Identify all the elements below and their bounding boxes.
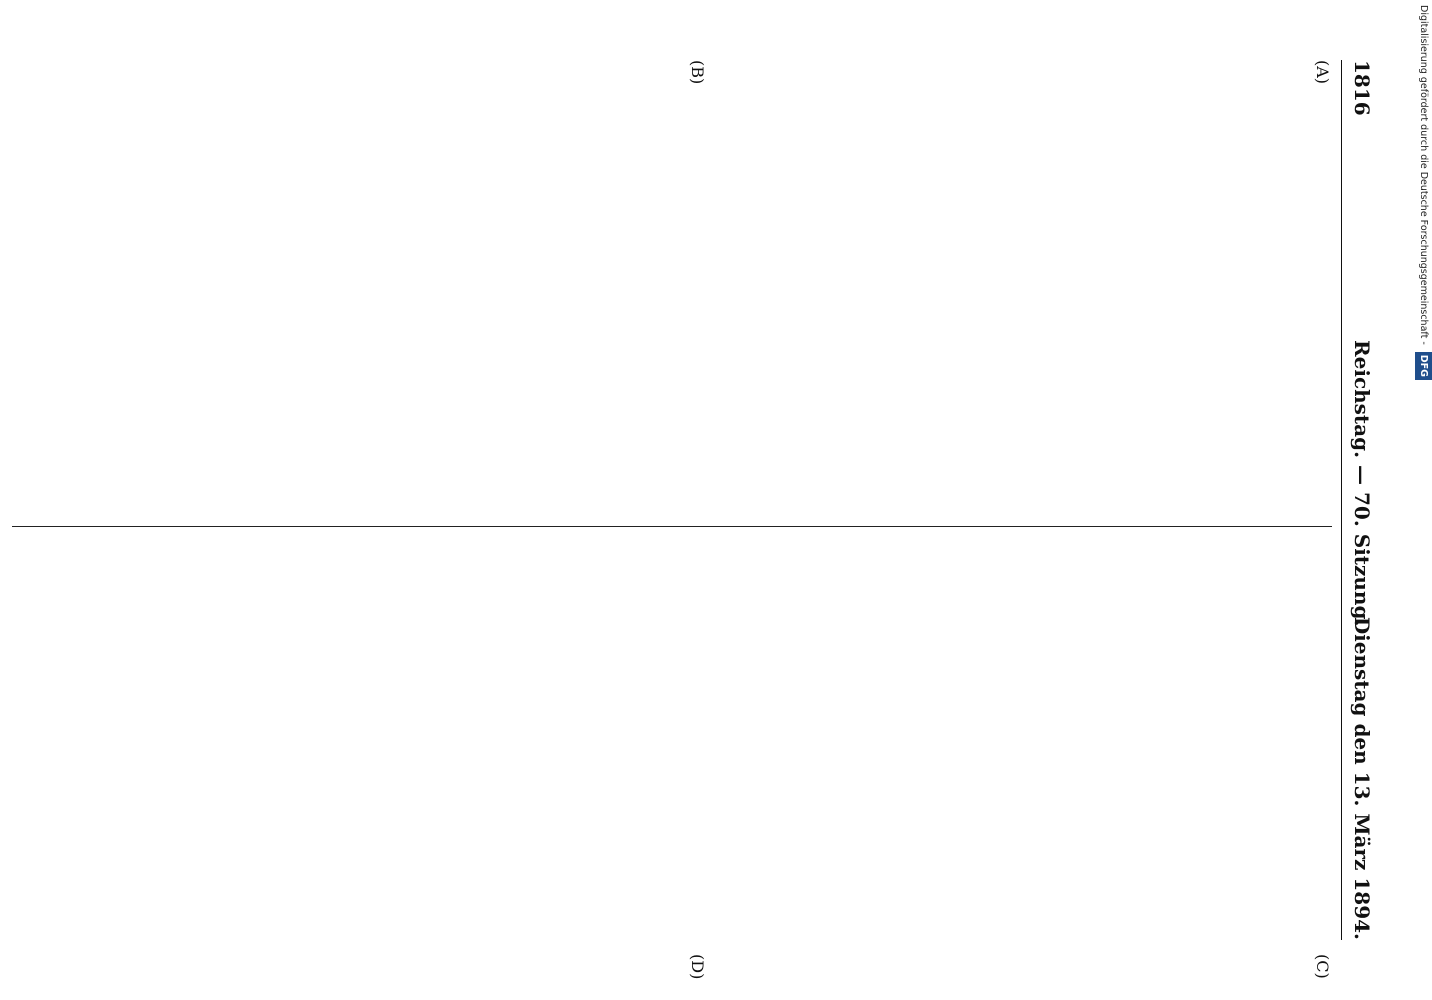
text-line	[122, 90, 146, 515]
text-line	[1090, 535, 1114, 960]
text-line	[1259, 90, 1283, 515]
text-line	[49, 90, 73, 515]
text-line	[25, 90, 49, 515]
session-date: Dienstag den 13. März 1894.	[1350, 616, 1374, 940]
text-line	[558, 90, 582, 515]
digitization-credit	[1415, 5, 1432, 995]
text-line	[727, 90, 751, 515]
text-line	[1114, 535, 1138, 960]
text-line	[219, 535, 243, 960]
text-line	[170, 535, 194, 960]
text-line	[291, 535, 315, 960]
text-line	[775, 90, 799, 515]
text-line	[485, 90, 509, 515]
text-line	[533, 90, 557, 515]
text-line	[73, 90, 97, 515]
text-line	[751, 90, 775, 515]
text-line	[1211, 90, 1235, 515]
text-line	[364, 90, 388, 515]
text-line	[775, 535, 799, 960]
text-line	[1211, 535, 1235, 960]
text-line	[509, 535, 533, 960]
text-line	[1187, 535, 1211, 960]
text-line	[194, 535, 218, 960]
text-line	[412, 90, 436, 515]
session-title: Reichstag. — 70. Sitzung.	[1350, 340, 1374, 627]
text-line	[679, 535, 703, 960]
text-line	[1308, 90, 1332, 515]
text-line	[315, 90, 339, 515]
text-line	[485, 535, 509, 960]
text-line	[872, 535, 896, 960]
text-line	[606, 535, 630, 960]
text-line	[824, 90, 848, 515]
text-line	[436, 535, 460, 960]
margin-mark-b: (B)	[688, 60, 707, 85]
text-line	[1187, 90, 1211, 515]
text-line	[1066, 535, 1090, 960]
text-line	[1163, 90, 1187, 515]
text-line	[243, 90, 267, 515]
text-line	[1017, 535, 1041, 960]
text-line	[1138, 90, 1162, 515]
text-line	[509, 90, 533, 515]
left-text-column	[2, 90, 1332, 515]
text-line	[1138, 535, 1162, 960]
text-line	[824, 535, 848, 960]
right-text-column	[2, 535, 1332, 960]
text-line	[872, 90, 896, 515]
text-line	[896, 90, 920, 515]
text-line	[533, 535, 557, 960]
text-line	[969, 535, 993, 960]
text-line	[630, 535, 654, 960]
text-line	[122, 535, 146, 960]
margin-mark-a: (A)	[1313, 60, 1332, 85]
text-line	[25, 535, 49, 960]
text-line	[49, 535, 73, 960]
text-line	[146, 90, 170, 515]
text-line	[340, 535, 364, 960]
text-line	[412, 535, 436, 960]
text-line	[73, 535, 97, 960]
text-line	[170, 90, 194, 515]
text-line	[243, 535, 267, 960]
text-line	[1163, 535, 1187, 960]
text-line	[727, 535, 751, 960]
text-line	[558, 535, 582, 960]
page-number: 1816	[1350, 60, 1374, 116]
text-line	[1017, 90, 1041, 515]
text-line	[993, 90, 1017, 515]
text-line	[340, 90, 364, 515]
text-line	[582, 535, 606, 960]
text-line	[388, 535, 412, 960]
text-line	[1259, 535, 1283, 960]
text-line	[945, 90, 969, 515]
text-line	[630, 90, 654, 515]
text-line	[267, 535, 291, 960]
text-line	[848, 535, 872, 960]
text-line	[291, 90, 315, 515]
credit-text: Digitalisierung gefördert durch die Deutsche Forschungsgemeinschaft -	[1418, 5, 1429, 345]
text-line	[945, 535, 969, 960]
text-line	[921, 535, 945, 960]
text-line	[1308, 535, 1332, 960]
dfg-logo-badge: DFG	[1415, 352, 1432, 380]
margin-mark-d: (D)	[688, 954, 707, 980]
header-rule	[1341, 60, 1342, 940]
margin-mark-c: (C)	[1313, 954, 1332, 979]
text-line	[848, 90, 872, 515]
text-line	[921, 90, 945, 515]
text-line	[267, 90, 291, 515]
text-line	[461, 90, 485, 515]
text-line	[800, 535, 824, 960]
text-line	[388, 90, 412, 515]
text-line	[1235, 535, 1259, 960]
text-line	[654, 90, 678, 515]
text-line	[1066, 90, 1090, 515]
text-line	[679, 90, 703, 515]
text-line	[751, 535, 775, 960]
column-divider	[12, 526, 1332, 527]
text-line	[703, 535, 727, 960]
text-line	[654, 535, 678, 960]
text-line	[315, 535, 339, 960]
text-line	[219, 90, 243, 515]
text-line	[98, 535, 122, 960]
text-line	[969, 90, 993, 515]
text-line	[461, 535, 485, 960]
text-line	[606, 90, 630, 515]
text-line	[896, 535, 920, 960]
text-line	[98, 90, 122, 515]
text-line	[1284, 90, 1308, 515]
text-line	[436, 90, 460, 515]
text-line	[1235, 90, 1259, 515]
text-line	[1042, 535, 1066, 960]
text-line	[1090, 90, 1114, 515]
text-line	[703, 90, 727, 515]
text-line	[582, 90, 606, 515]
text-line	[993, 535, 1017, 960]
text-line	[364, 535, 388, 960]
text-line	[1114, 90, 1138, 515]
text-line	[1284, 535, 1308, 960]
text-line	[146, 535, 170, 960]
page-header	[1346, 60, 1374, 940]
text-line	[194, 90, 218, 515]
text-line	[800, 90, 824, 515]
text-line	[1042, 90, 1066, 515]
